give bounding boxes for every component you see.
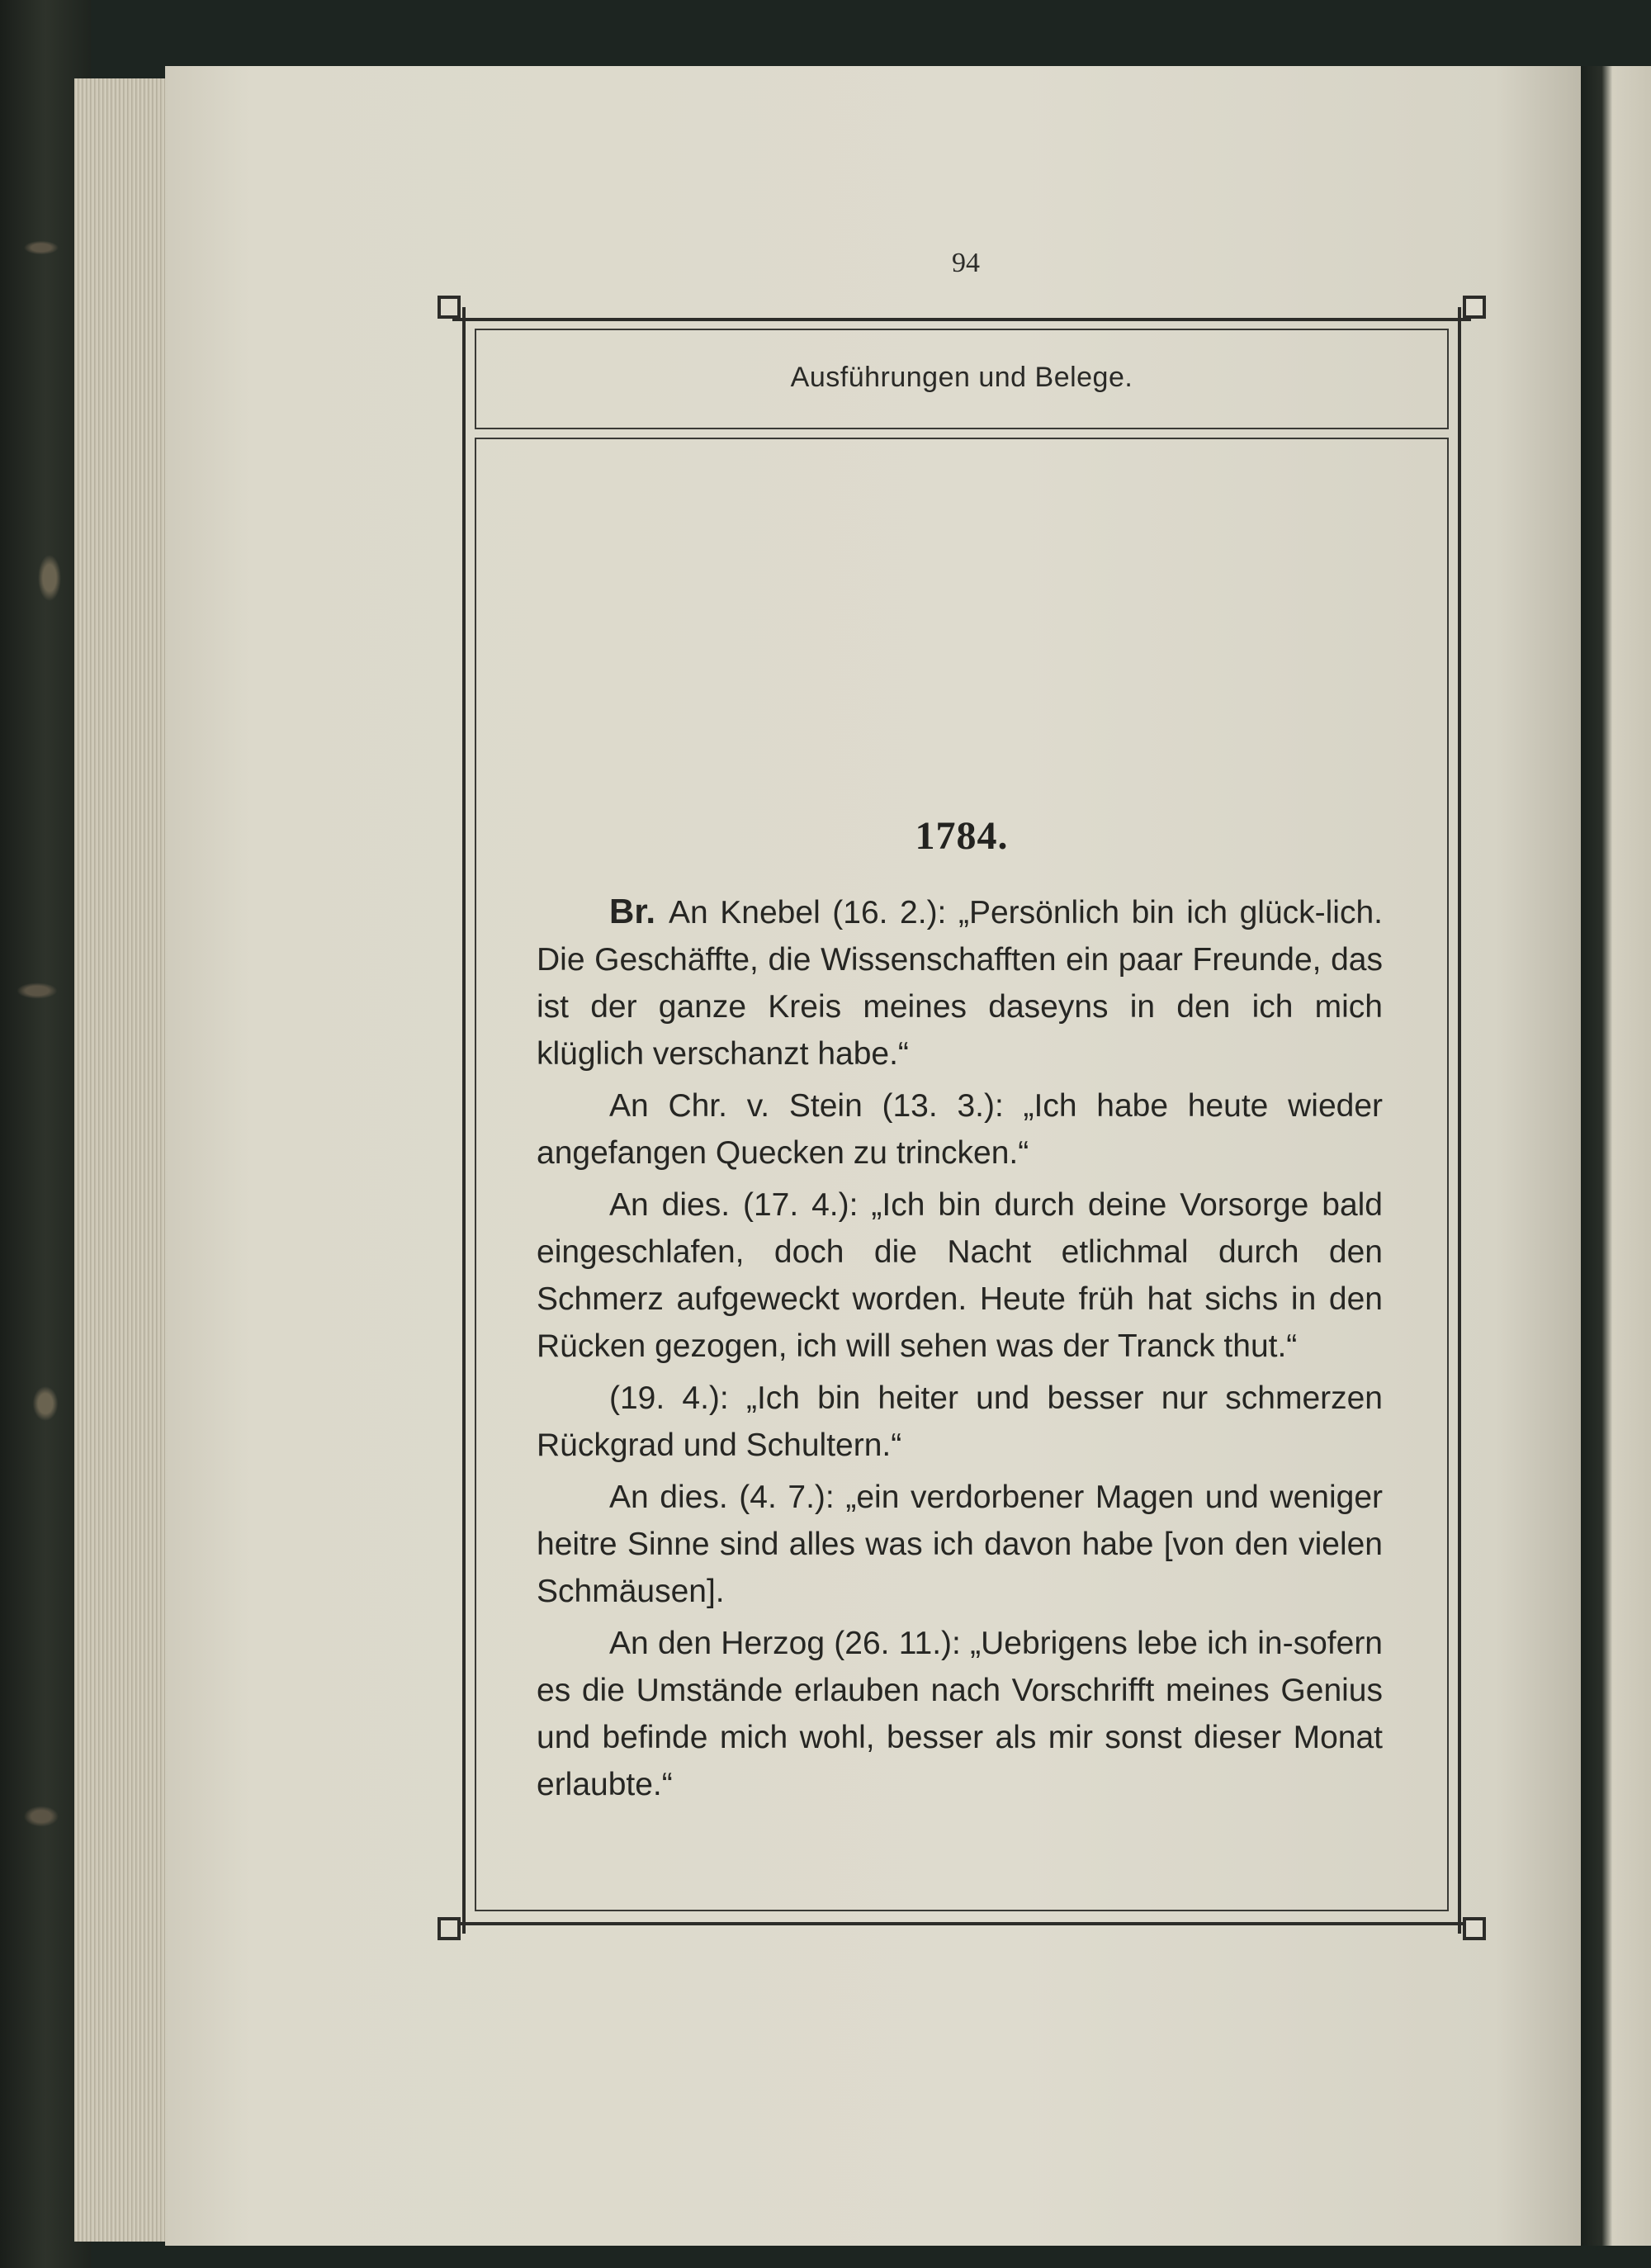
paragraph: [537, 1082, 1383, 1177]
paragraph-text: An Chr. v. Stein (13. 3.): „Ich habe heute wieder angefangen Quecken zu trincken.“: [537, 1088, 1383, 1171]
section-year-heading: 1784.: [915, 814, 1009, 858]
paragraph-text: An den Herzog (26. 11.): „Uebrigens lebe ich in-sofern es die Umstände erlauben nach Vorschrifft meines Genius und befinde mich wohl, besser als mir sonst dieser Monat erlaubte.“: [537, 1626, 1383, 1802]
frame-corner-bottom-right: [1463, 1917, 1486, 1940]
paragraph-text: An dies. (4. 7.): „ein verdorbener Magen und weniger heitre Sinne sind alles was ich davon habe [von den vielen Schmäusen].: [537, 1480, 1383, 1609]
page-number: 94: [952, 248, 980, 278]
frame-corner-top-left: [438, 296, 461, 319]
paragraph: [537, 1375, 1383, 1469]
paragraph: [537, 1181, 1383, 1370]
frame-top-line: [452, 318, 1471, 321]
body-text: [537, 888, 1383, 1813]
paragraph-text: An Knebel (16. 2.): „Persönlich bin ich glück-lich. Die Geschäffte, die Wissenschafften ein paar Freunde, das ist der ganze Kreis meines daseyns in den ich mich klüglich verschanzt habe.“: [537, 895, 1383, 1072]
frame-corner-bottom-left: [438, 1917, 461, 1940]
paragraph-text: (19. 4.): „Ich bin heiter und besser nur schmerzen Rückgrad und Schultern.“: [537, 1380, 1383, 1463]
frame-corner-top-right: [1463, 296, 1486, 319]
paragraph: [537, 1620, 1383, 1808]
frame-bottom-line: [452, 1922, 1471, 1925]
facing-page-edge: [1581, 66, 1651, 2246]
paragraph-lead: Br.: [609, 892, 656, 930]
paragraph: [537, 888, 1383, 1077]
paragraph: [537, 1474, 1383, 1615]
frame-right-line: [1458, 307, 1461, 1934]
running-header: Ausführungen und Belege.: [790, 362, 1133, 393]
paragraph-text: An dies. (17. 4.): „Ich bin durch deine Vorsorge bald eingeschlafen, doch die Nacht etlichmal durch den Schmerz aufgeweckt worden. Heute früh hat sichs in den Rücken gezogen, ich will sehen was der Tranck thut.“: [537, 1187, 1383, 1364]
frame-left-line: [462, 307, 466, 1934]
